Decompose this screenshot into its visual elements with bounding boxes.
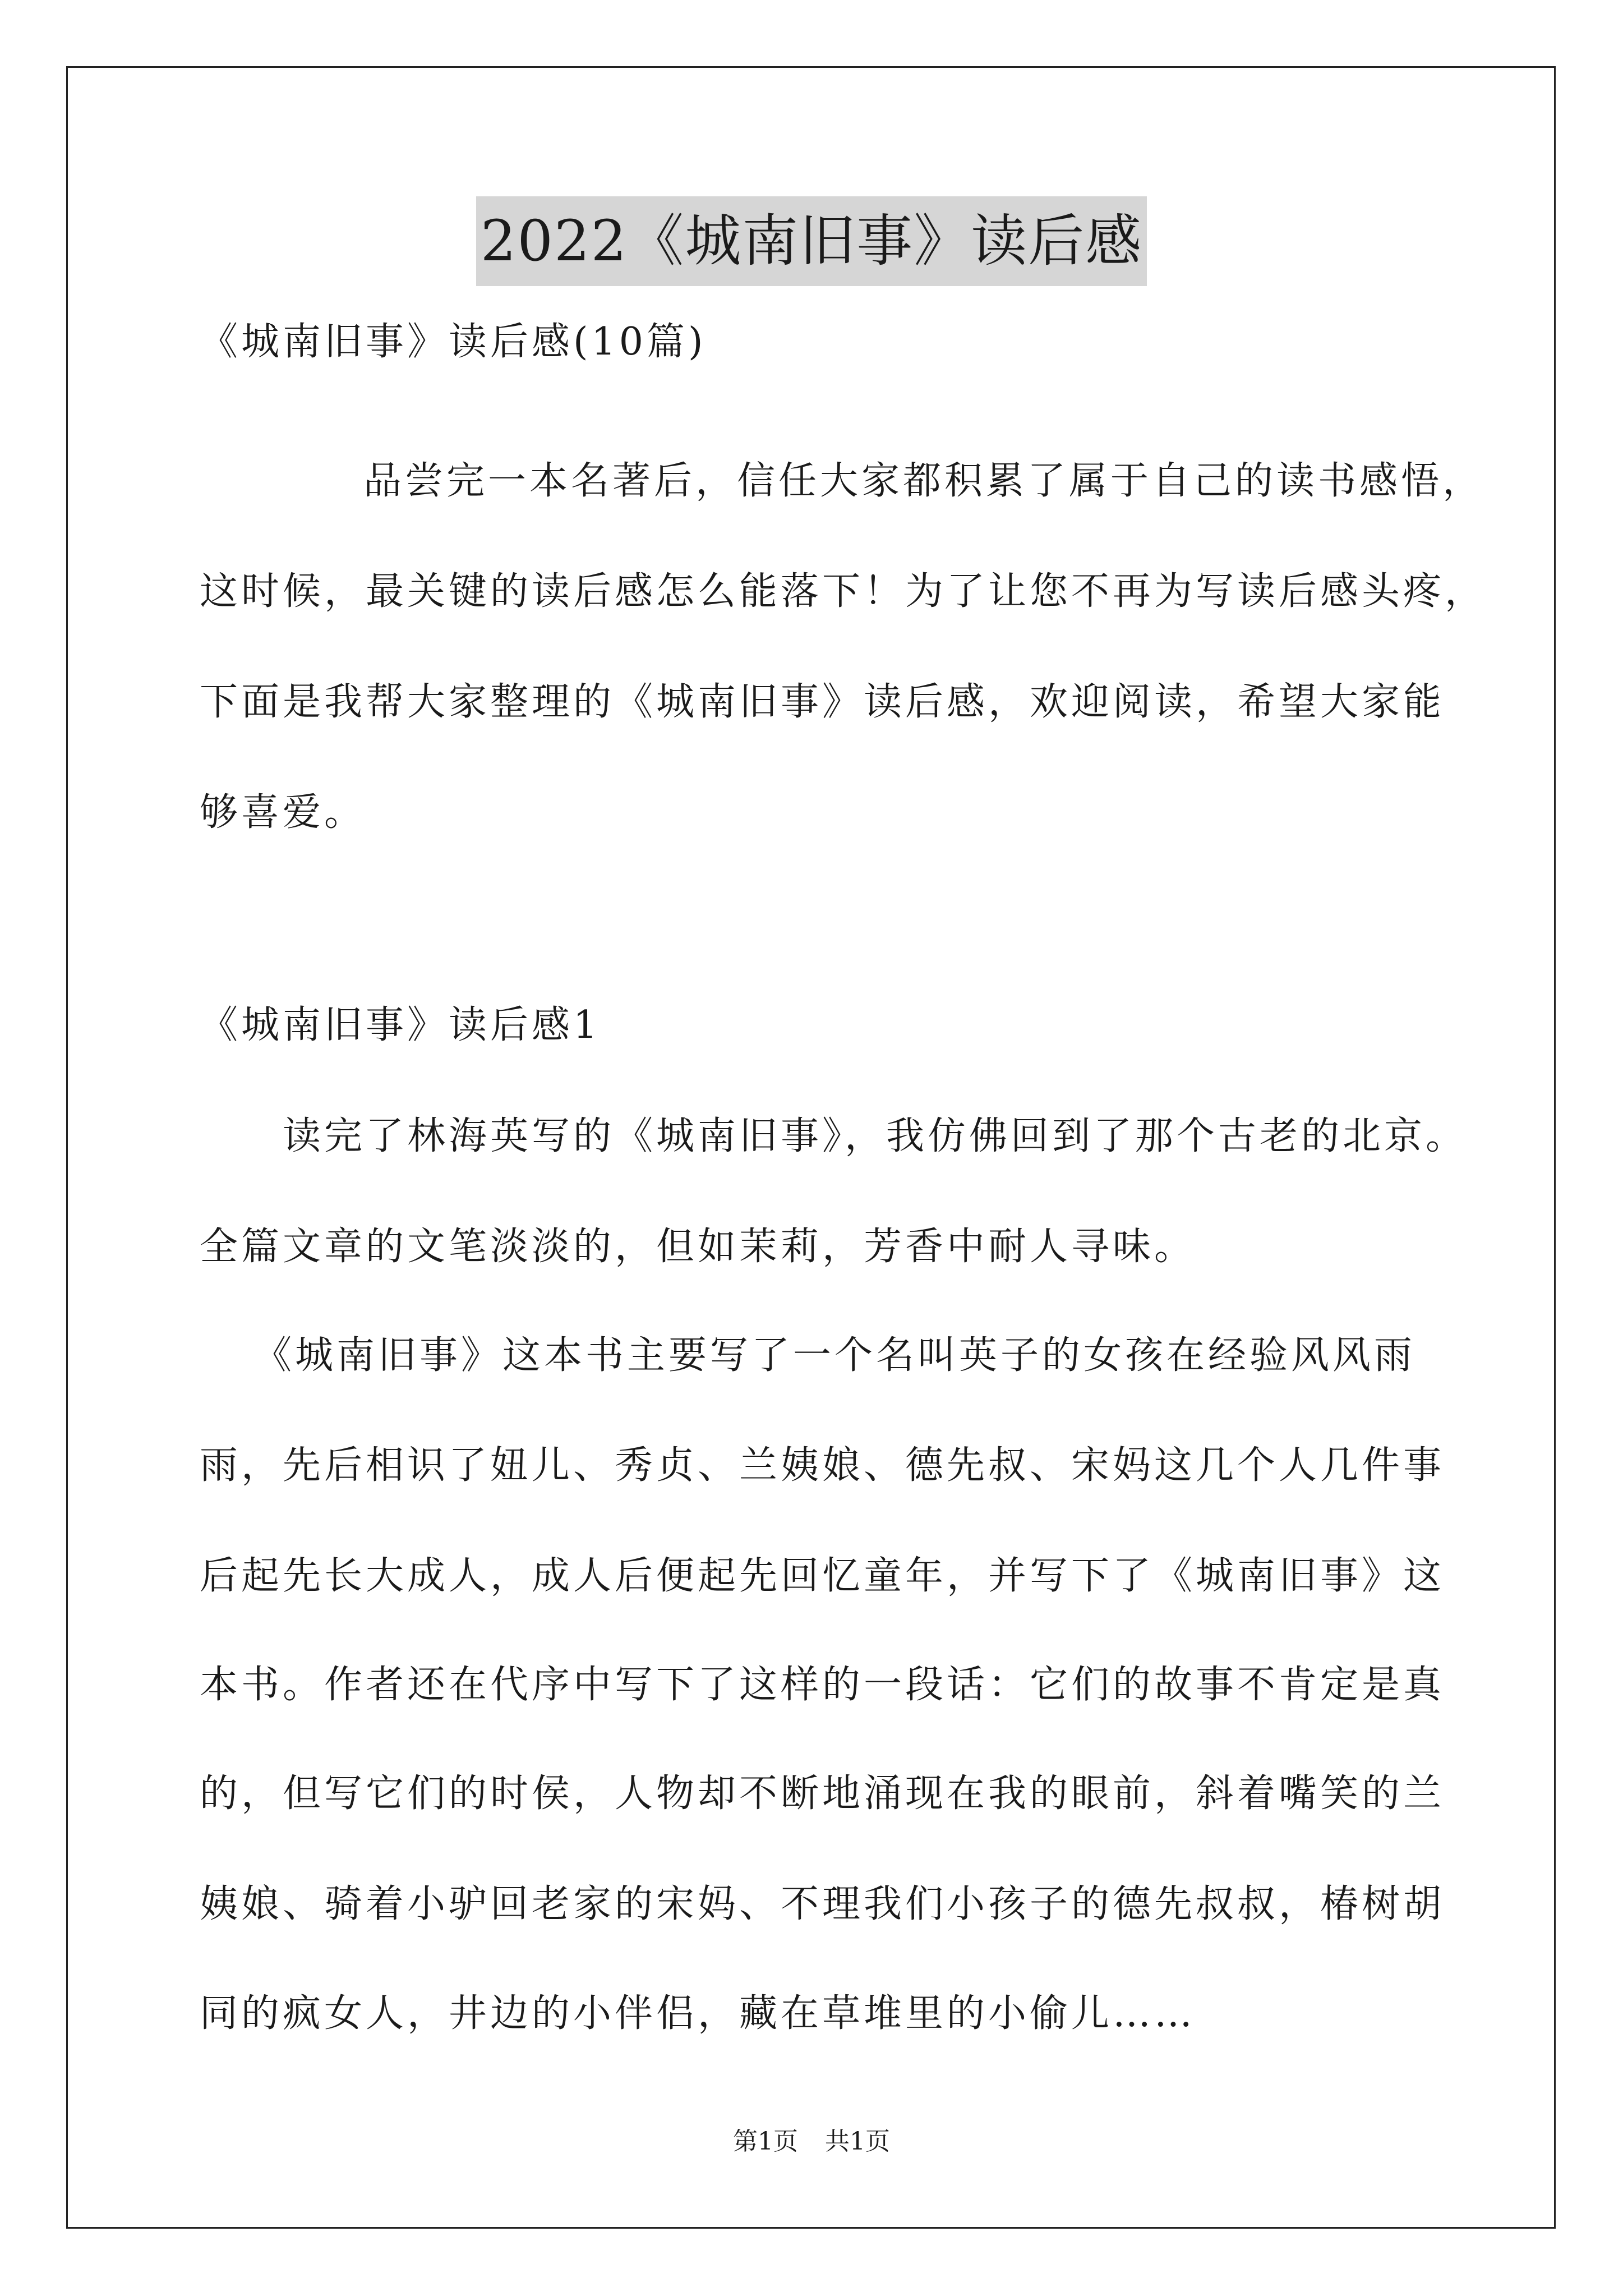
intro-paragraph-line: 品尝完一本名著后，信任大家都积累了属于自己的读书感悟， xyxy=(363,459,1484,503)
section-heading: 《城南旧事》读后感1 xyxy=(200,1003,601,1047)
intro-paragraph-line: 够喜爱。 xyxy=(200,790,366,835)
page-number: 第1页 xyxy=(733,2127,798,2156)
section-paragraph-line: 的，但写它们的时侯，人物却不断地涌现在我的眼前，斜着嘴笑的兰 xyxy=(200,1772,1445,1816)
intro-paragraph-line: 这时候，最关键的读后感怎么能落下！为了让您不再为写读后感头疼， xyxy=(200,569,1487,614)
section-paragraph-line: 同的疯女人，井边的小伴侣，藏在草堆里的小偷儿…… xyxy=(200,1991,1196,2036)
page-total: 共1页 xyxy=(825,2127,890,2156)
section-paragraph-line: 《城南旧事》这本书主要写了一个名叫英子的女孩在经验风风雨 xyxy=(253,1333,1416,1378)
section-paragraph-line: 雨，先后相识了妞儿、秀贞、兰姨娘、德先叔、宋妈这几个人几件事 xyxy=(200,1443,1445,1488)
section-paragraph-line: 本书。作者还在代序中写下了这样的一段话：它们的故事不肯定是真 xyxy=(200,1663,1445,1707)
document-title: 2022《城南旧事》读后感 xyxy=(476,196,1147,286)
section-paragraph-line: 姨娘、骑着小驴回老家的宋妈、不理我们小孩子的德先叔叔，椿树胡 xyxy=(200,1882,1445,1926)
page-footer xyxy=(0,2125,1623,2159)
section-paragraph-line: 后起先长大成人，成人后便起先回忆童年，并写下了《城南旧事》这 xyxy=(200,1554,1445,1598)
document-subtitle: 《城南旧事》读后感(10篇) xyxy=(200,320,707,364)
intro-paragraph-line: 下面是我帮大家整理的《城南旧事》读后感，欢迎阅读，希望大家能 xyxy=(200,680,1445,724)
title-container xyxy=(0,196,1623,286)
section-paragraph-line: 读完了林海英写的《城南旧事》，我仿佛回到了那个古老的北京。 xyxy=(283,1114,1468,1158)
section-paragraph-line: 全篇文章的文笔淡淡的，但如茉莉，芳香中耐人寻味。 xyxy=(200,1225,1196,1269)
